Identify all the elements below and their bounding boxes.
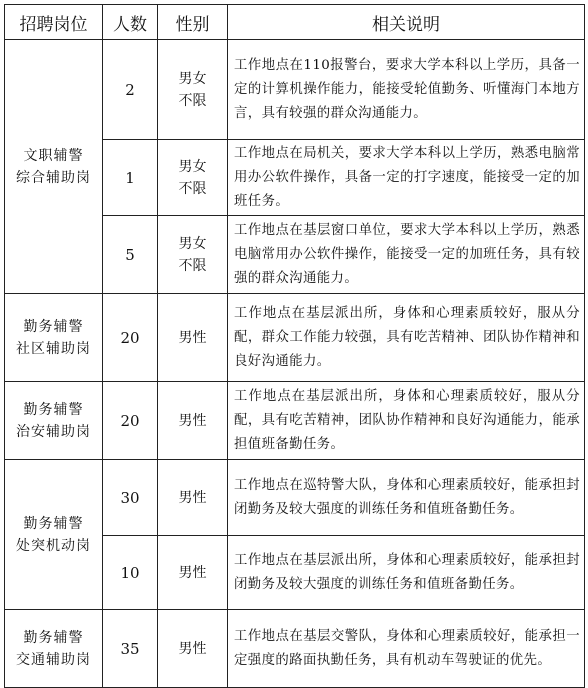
- header-description: 相关说明: [228, 5, 585, 40]
- count-cell: 20: [103, 294, 158, 382]
- table-row: [5, 382, 585, 460]
- gender-cell: [158, 140, 228, 216]
- position-line2: 处突机动岗: [16, 537, 91, 554]
- description-cell: 工作地点在局机关，要求大学本科以上学历，熟悉电脑常用办公软件操作，具备一定的打字速度，能接受一定的加班任务。: [228, 140, 585, 216]
- position-line2: 综合辅助岗: [16, 169, 91, 186]
- gender-cell: 男性: [158, 536, 228, 610]
- table-row: [5, 460, 585, 536]
- description-cell: 工作地点在基层派出所，身体和心理素质较好，服从分配，具有吃苦精神，团队协作精神和良好沟通能力，能承担值班备勤任务。: [228, 382, 585, 460]
- position-line2: 交通辅助岗: [16, 651, 91, 668]
- gender-line1: 男女: [178, 235, 207, 252]
- header-gender: 性别: [158, 5, 228, 40]
- description-cell: 工作地点在巡特警大队，身体和心理素质较好，能承担封闭勤务及较大强度的训练任务和值班备勤任务。: [228, 460, 585, 536]
- count-cell: 2: [103, 40, 158, 140]
- description-cell: 工作地点在基层交警队，身体和心理素质较好，能承担一定强度的路面执勤任务，具有机动车驾驶证的优先。: [228, 610, 585, 688]
- description-cell: 工作地点在基层派出所，身体和心理素质较好，服从分配，群众工作能力较强，具有吃苦精神、团队协作精神和良好沟通能力。: [228, 294, 585, 382]
- position-line1: 勤务辅警: [23, 515, 84, 532]
- position-cell: [5, 40, 103, 294]
- position-line1: 勤务辅警: [23, 401, 84, 418]
- gender-cell: 男性: [158, 610, 228, 688]
- gender-cell: [158, 40, 228, 140]
- gender-cell: 男性: [158, 382, 228, 460]
- gender-cell: 男性: [158, 460, 228, 536]
- position-line2: 社区辅助岗: [16, 340, 91, 357]
- gender-line2: 不限: [178, 257, 207, 274]
- header-position: 招聘岗位: [5, 5, 103, 40]
- count-cell: 1: [103, 140, 158, 216]
- position-line1: 勤务辅警: [23, 629, 84, 646]
- count-cell: 35: [103, 610, 158, 688]
- position-line1: 勤务辅警: [23, 318, 84, 335]
- table-row: [5, 294, 585, 382]
- count-cell: 30: [103, 460, 158, 536]
- position-line1: 文职辅警: [23, 147, 84, 164]
- position-cell: [5, 610, 103, 688]
- gender-cell: 男性: [158, 294, 228, 382]
- gender-line2: 不限: [178, 180, 207, 197]
- gender-line2: 不限: [178, 92, 207, 109]
- header-count: 人数: [103, 5, 158, 40]
- position-cell: [5, 294, 103, 382]
- position-line2: 治安辅助岗: [16, 423, 91, 440]
- count-cell: 5: [103, 216, 158, 294]
- description-cell: 工作地点在基层派出所，身体和心理素质较好，能承担封闭勤务及较大强度的训练任务和值班备勤任务。: [228, 536, 585, 610]
- gender-cell: [158, 216, 228, 294]
- table-row: [5, 40, 585, 140]
- position-cell: [5, 382, 103, 460]
- position-cell: [5, 460, 103, 610]
- count-cell: 10: [103, 536, 158, 610]
- description-cell: 工作地点在基层窗口单位，要求大学本科以上学历，熟悉电脑常用办公软件操作，能接受一定的加班任务，具有较强的群众沟通能力。: [228, 216, 585, 294]
- table-header-row: [5, 5, 585, 40]
- count-cell: 20: [103, 382, 158, 460]
- recruitment-table: [4, 4, 585, 688]
- table-row: [5, 610, 585, 688]
- gender-line1: 男女: [178, 70, 207, 87]
- gender-line1: 男女: [178, 158, 207, 175]
- description-cell: 工作地点在110报警台，要求大学本科以上学历，具备一定的计算机操作能力，能接受轮值勤务、听懂海门本地方言，具有较强的群众沟通能力。: [228, 40, 585, 140]
